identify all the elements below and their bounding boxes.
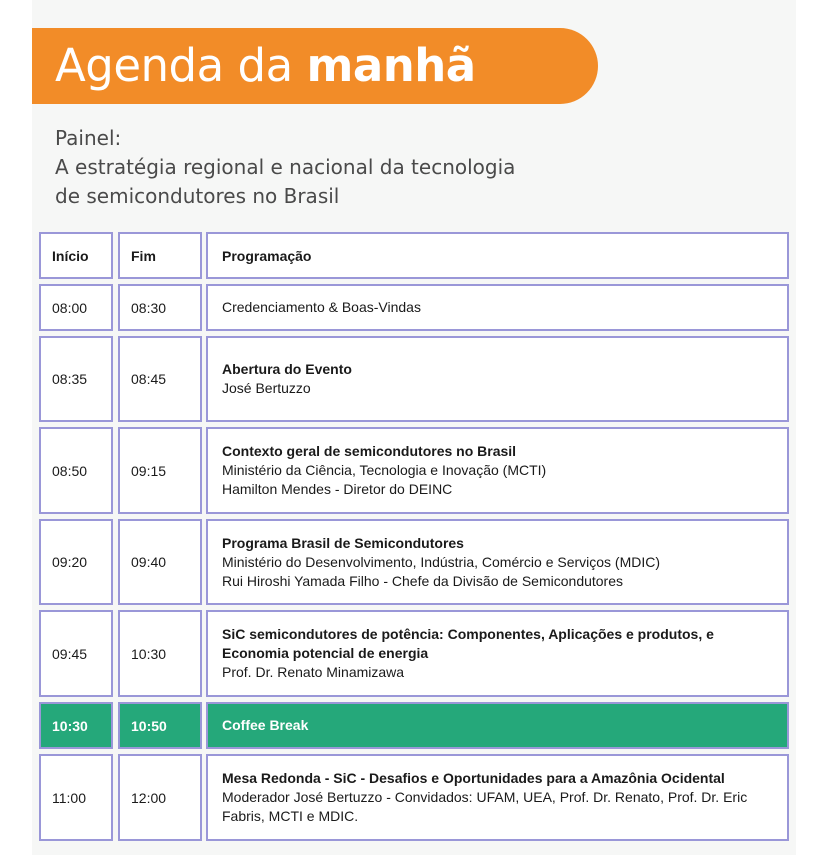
subtitle-line: de semicondutores no Brasil — [55, 184, 340, 208]
program-line: Hamilton Mendes - Diretor do DEINC — [222, 481, 453, 497]
row-end-time: 09:15 — [118, 427, 202, 514]
program-title: Abertura do Evento — [222, 361, 352, 377]
program-line: Credenciamento & Boas-Vindas — [222, 299, 421, 315]
row-start-time: 09:45 — [39, 610, 113, 697]
subtitle-line: Painel: — [55, 126, 122, 150]
program-line: José Bertuzzo — [222, 380, 311, 396]
row-start-time: 08:00 — [39, 284, 113, 331]
row-program — [206, 754, 789, 841]
row-end-time: 08:30 — [118, 284, 202, 331]
row-start-time: 10:30 — [39, 702, 113, 749]
row-program — [206, 519, 789, 605]
program-title: Programa Brasil de Semicondutores — [222, 534, 464, 551]
row-end-time: 10:50 — [118, 702, 202, 749]
row-start-time: 11:00 — [39, 754, 113, 841]
program-line: Fabris, MCTI e MDIC. — [222, 808, 359, 824]
row-program — [206, 610, 789, 697]
title-light: Agenda da — [55, 39, 307, 92]
program-line: Rui Hiroshi Yamada Filho - Chefe da Divisão de Semicondutores — [222, 572, 624, 589]
title-bold: manhã — [306, 39, 476, 92]
row-end-time: 08:45 — [118, 336, 202, 422]
row-program — [206, 336, 789, 422]
row-end-time: 12:00 — [118, 754, 202, 841]
program-title: SiC semicondutores de potência: Componentes, Aplicações e produtos, e — [222, 626, 714, 642]
header-inicio: Início — [39, 232, 113, 279]
panel-subtitle — [55, 124, 515, 211]
program-line: Prof. Dr. Renato Minamizawa — [222, 664, 405, 680]
program-line: Moderador José Bertuzzo - Convidados: UFAM, UEA, Prof. Dr. Renato, Prof. Dr. Eric — [222, 789, 748, 805]
row-program-coffee-break — [206, 702, 789, 749]
program-title: Contexto geral de semicondutores no Brasil — [222, 443, 517, 459]
program-line: Ministério da Ciência, Tecnologia e Inovação (MCTI) — [222, 462, 547, 478]
header-programacao: Programação — [206, 232, 789, 279]
row-program — [206, 284, 789, 331]
program-line: Ministério do Desenvolvimento, Indústria, Comércio e Serviços (MDIC) — [222, 553, 661, 570]
header-fim: Fim — [118, 232, 202, 279]
row-end-time: 09:40 — [118, 519, 202, 605]
page-title — [55, 31, 476, 101]
program-title-cont: Economia potencial de energia — [222, 645, 429, 661]
row-program — [206, 427, 789, 514]
row-start-time: 09:20 — [39, 519, 113, 605]
subtitle-line: A estratégia regional e nacional da tecnologia — [55, 155, 516, 179]
program-title: Coffee Break — [222, 717, 309, 733]
row-end-time: 10:30 — [118, 610, 202, 697]
row-start-time: 08:35 — [39, 336, 113, 422]
program-title: Mesa Redonda - SiC - Desafios e Oportunidades para a Amazônia Ocidental — [222, 770, 725, 786]
row-start-time: 08:50 — [39, 427, 113, 514]
